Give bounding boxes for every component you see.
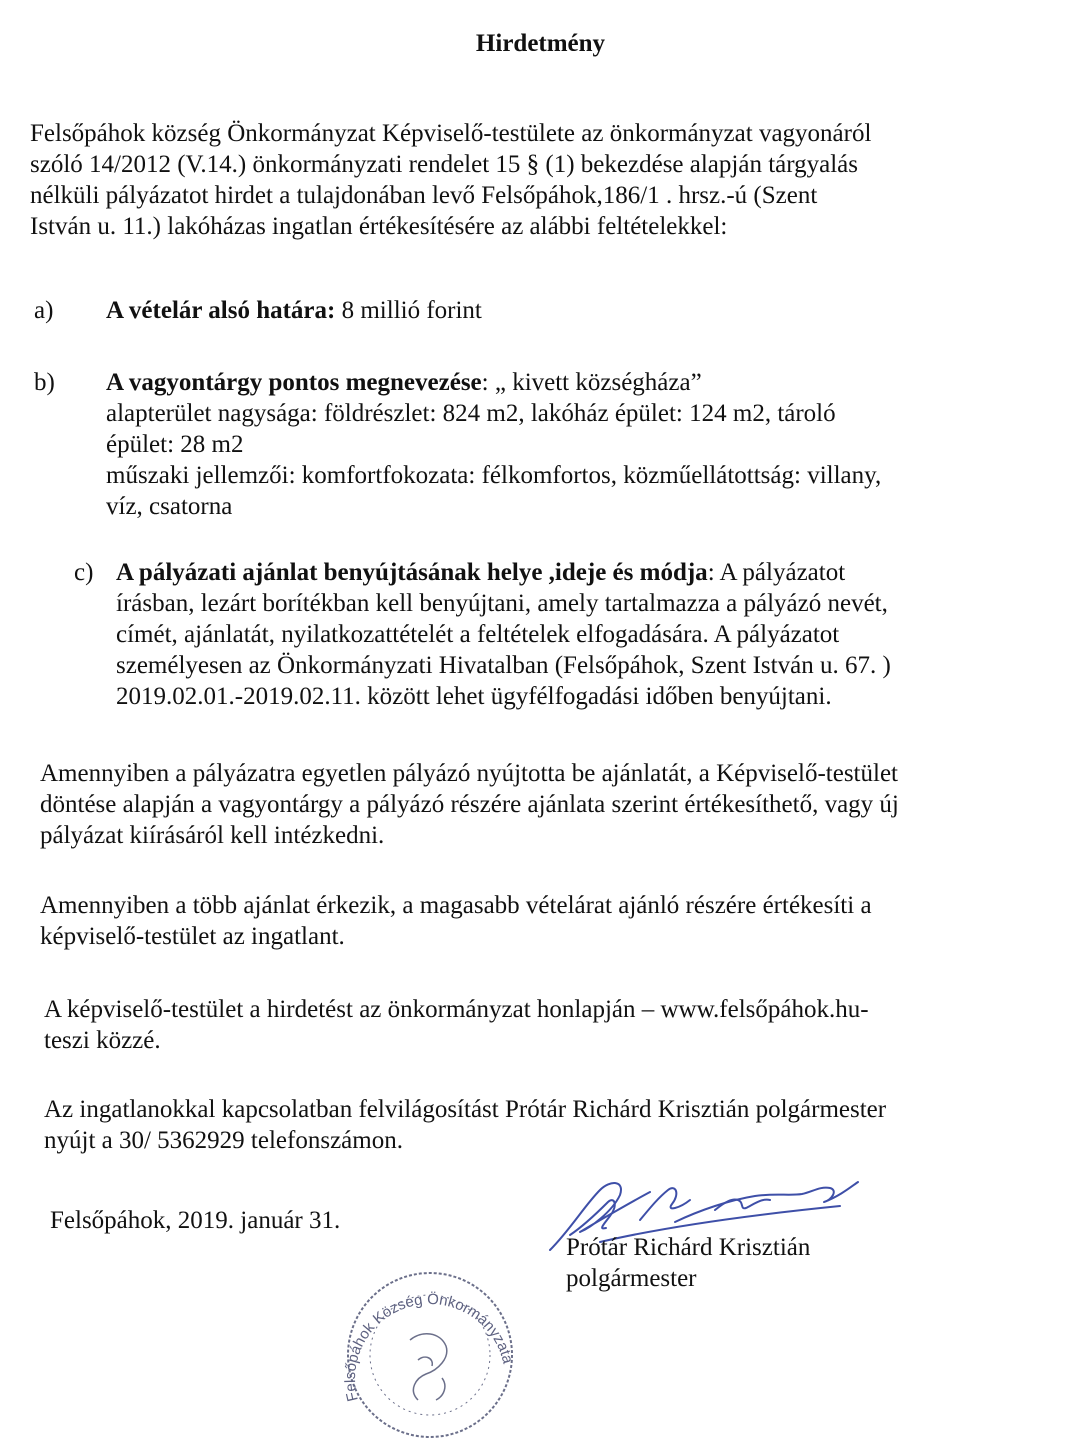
intro-line: István u. 11.) lakóházas ingatlan értékesítésére az alábbi feltételekkel: [30, 213, 728, 240]
item-line: víz, csatorna [106, 493, 233, 520]
item-line: címét, ajánlatát, nyilatkozattételét a feltételek elfogadására. A pályázatot [116, 621, 840, 648]
item-line: alapterület nagysága: földrészlet: 824 m2, lakóház épület: 124 m2, tároló [106, 400, 836, 427]
item-letter: a) [34, 297, 54, 324]
paragraph-line: képviselő-testület az ingatlant. [40, 923, 345, 950]
document-title: Hirdetmény [475, 30, 606, 57]
intro-line: Felsőpáhok község Önkormányzat Képviselő-testülete az önkormányzat vagyonáról [30, 120, 872, 147]
signer-title: polgármester [566, 1265, 697, 1292]
item-line: 2019.02.01.-2019.02.11. között lehet ügyfélfogadási időben benyújtani. [116, 683, 832, 710]
svg-text:Felsőpáhok Község Önkormányzat [342, 1290, 517, 1403]
item-label: A vagyontárgy pontos megnevezése [106, 369, 482, 396]
multiple-bids-paragraph [40, 890, 1020, 952]
paragraph-line: Amennyiben a pályázatra egyetlen pályázó nyújtotta be ajánlatát, a Képviselő-testület [40, 760, 898, 787]
item-line: személyesen az Önkormányzati Hivatalban (Felsőpáhok, Szent István u. 67. ) [116, 652, 891, 679]
item-line: műszaki jellemzői: komfortfokozata: félkomfortos, közműellátottság: villany, [106, 462, 882, 489]
item-value: : „ kivett községháza” [481, 369, 702, 396]
paragraph-line: teszi közzé. [44, 1027, 161, 1054]
item-line: írásban, lezárt borítékban kell benyújtani, amely tartalmazza a pályázó nevét, [116, 590, 888, 617]
item-letter: c) [74, 559, 94, 586]
website-paragraph [44, 994, 1024, 1056]
paragraph-line: döntése alapján a vagyontárgy a pályázó részére ajánlata szerint értékesíthető, vagy új [40, 791, 899, 818]
item-value: 8 millió forint [335, 297, 482, 324]
paragraph-line: A képviselő-testület a hirdetést az önkormányzat honlapján – www.felsőpáhok.hu- [44, 996, 869, 1023]
municipal-stamp [330, 1250, 530, 1440]
paragraph-line: pályázat kiírásáról kell intézkedni. [40, 822, 385, 849]
signature-block [566, 1232, 966, 1294]
paragraph-line: Az ingatlanokkal kapcsolatban felvilágosítást Prótár Richárd Krisztián polgármester [44, 1096, 887, 1123]
paragraph-line: nyújt a 30/ 5362929 telefonszámon. [44, 1127, 403, 1154]
intro-paragraph [30, 118, 1020, 242]
item-letter: b) [34, 369, 55, 396]
place-date: Felsőpáhok, 2019. január 31. [50, 1207, 341, 1234]
intro-line: szóló 14/2012 (V.14.) önkormányzati rendelet 15 § (1) bekezdése alapján tárgyalás [30, 151, 858, 178]
contact-paragraph [44, 1094, 1024, 1156]
item-label: A pályázati ajánlat benyújtásának helye ,ideje és módja [116, 559, 708, 586]
single-bidder-paragraph [40, 758, 1020, 851]
intro-line: nélküli pályázatot hirdet a tulajdonában levő Felsőpáhok,186/1 . hrsz.-ú (Szent [30, 182, 818, 209]
signer-name: Prótár Richárd Krisztián [566, 1234, 811, 1261]
paragraph-line: Amennyiben a több ajánlat érkezik, a magasabb vételárat ajánló részére értékesíti a [40, 892, 872, 919]
item-body [106, 295, 1006, 326]
item-value: : A pályázatot [707, 559, 846, 586]
item-body [116, 557, 1016, 712]
item-line: épület: 28 m2 [106, 431, 244, 458]
item-label: A vételár alsó határa: [106, 297, 336, 324]
stamp-text: Felsőpáhok Község Önkormányzata [341, 1290, 517, 1404]
item-body [106, 367, 1026, 522]
